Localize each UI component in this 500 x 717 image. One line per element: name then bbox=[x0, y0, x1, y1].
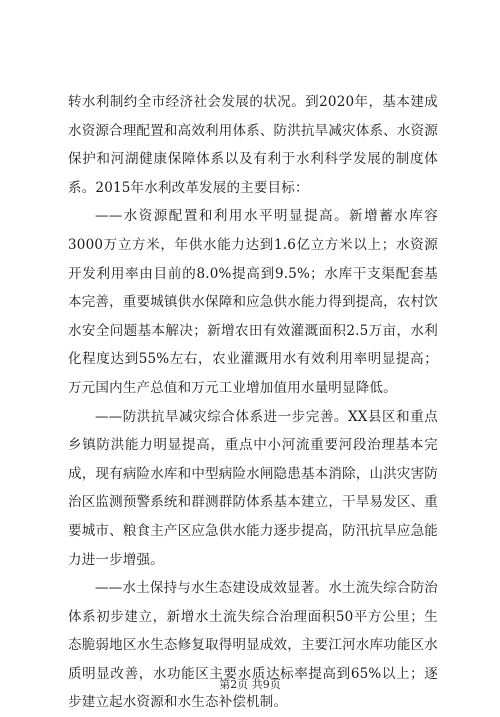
page-number-footer: 第2页 共9页 bbox=[219, 678, 281, 691]
paragraph-soil-conservation: ——水土保持与水生态建设成效显著。水土流失综合防治体系初步建立，新增水土流失综合治理面积50平方公里；生态脆弱地区水生态修复取得明显成效，主要江河水库功能区水质明显改善，水功能区主要水质达标率提高到65%以上；逐步建立起水资源和水生态补偿机制。 bbox=[68, 580, 438, 711]
paragraph-intro: 转水利制约全市经济社会发展的状况。到2020年，基本建成水资源合理配置和高效利用体系、防洪抗旱减灾体系、水资源保护和河湖健康保障体系以及有利于水利科学发展的制度体系。2015年水利改革发展的主要目标： bbox=[68, 94, 438, 196]
paragraph-water-resources: ——水资源配置和利用水平明显提高。新增蓄水库容3000万立方米，年供水能力达到1.6亿立方米以上；水资源开发利用率由目前的8.0%提高到9.5%；水库干支渠配套基本完善，重要城镇供水保障和应急供水能力得到提高，农村饮水安全问题基本解决；新增农田有效灌溉面积2.5万亩，水利化程度达到55%左右，农业灌溉用水有效利用率明显提高；万元国内生产总值和万元工业增加值用水量明显降低。 bbox=[68, 208, 438, 396]
document-body bbox=[68, 88, 438, 717]
paragraph-flood-control: ——防洪抗旱减灾综合体系进一步完善。XX县区和重点乡镇防洪能力明显提高，重点中小河流重要河段治理基本完成，现有病险水库和中型病险水闸隐患基本消除，山洪灾害防治区监测预警系统和群测群防体系基本建立，干旱易发区、重要城市、粮食主产区应急供水能力逐步提高，防汛抗旱应急能力进一步增强。 bbox=[68, 408, 438, 568]
